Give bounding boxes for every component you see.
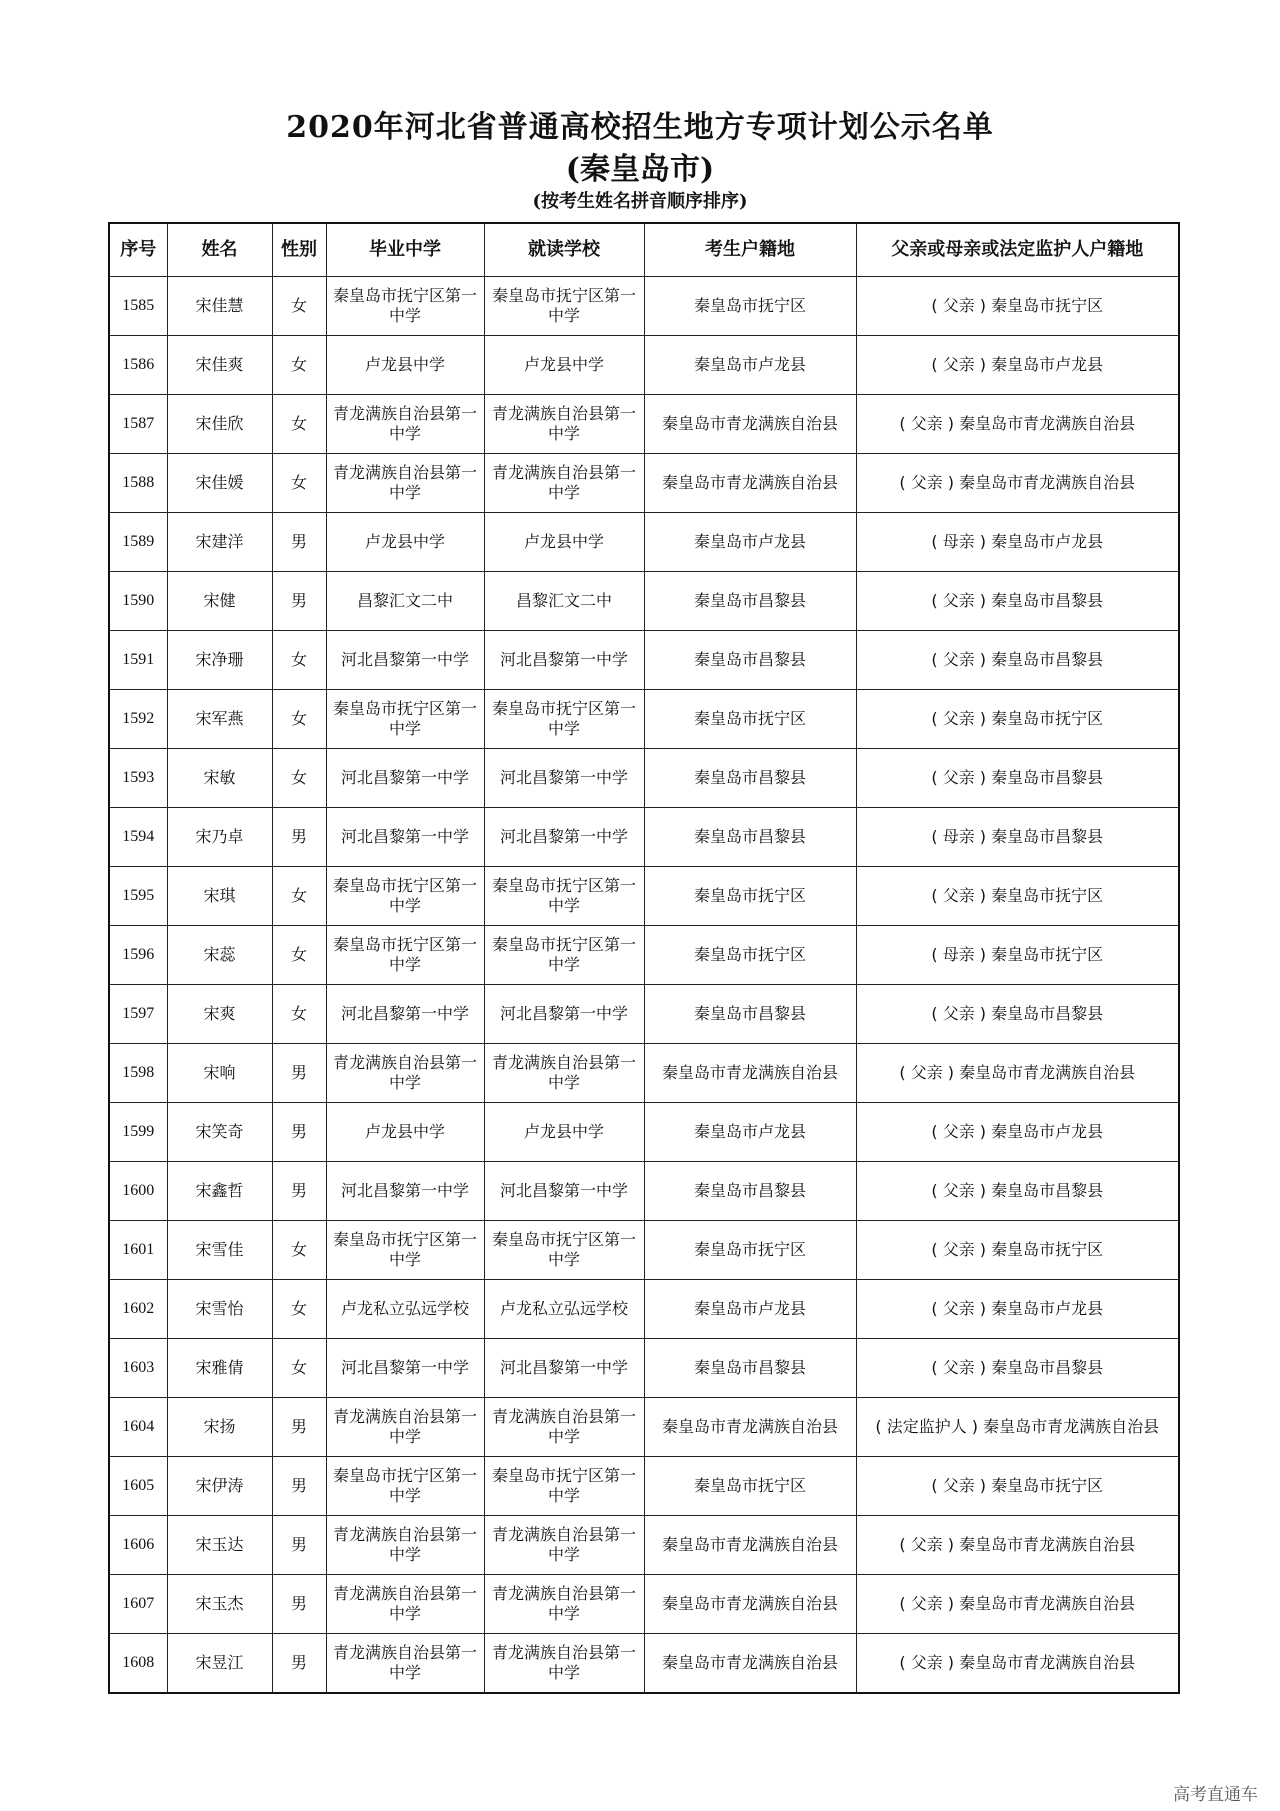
current-school-cell: 秦皇岛市抚宁区第一中学 (484, 926, 644, 985)
current-school-cell: 青龙满族自治县第一中学 (484, 1044, 644, 1103)
column-header: 姓名 (167, 223, 272, 277)
sort-note: (按考生姓名拼音顺序排序) (532, 191, 748, 212)
guardian-household-cell: ( 父亲 ) 秦皇岛市卢龙县 (856, 1103, 1179, 1162)
guardian-household-cell: ( 父亲 ) 秦皇岛市抚宁区 (856, 1457, 1179, 1516)
current-school-cell: 卢龙县中学 (484, 1103, 644, 1162)
column-header: 就读学校 (484, 223, 644, 277)
gender-cell: 女 (272, 926, 326, 985)
guardian-household-cell: ( 父亲 ) 秦皇岛市青龙满族自治县 (856, 1516, 1179, 1575)
gender-cell: 女 (272, 749, 326, 808)
student-name-cell: 宋响 (167, 1044, 272, 1103)
student-name-cell: 宋乃卓 (167, 808, 272, 867)
current-school-cell: 河北昌黎第一中学 (484, 749, 644, 808)
current-school-cell: 昌黎汇文二中 (484, 572, 644, 631)
column-header: 性别 (272, 223, 326, 277)
row-number-cell: 1591 (109, 631, 167, 690)
gender-cell: 女 (272, 1221, 326, 1280)
guardian-household-cell: ( 父亲 ) 秦皇岛市青龙满族自治县 (856, 1044, 1179, 1103)
gender-cell: 男 (272, 1044, 326, 1103)
graduation-school-cell: 青龙满族自治县第一中学 (326, 1516, 484, 1575)
table-row (109, 336, 1179, 395)
row-number-cell: 1587 (109, 395, 167, 454)
graduation-school-cell: 卢龙县中学 (326, 1103, 484, 1162)
guardian-household-cell: ( 父亲 ) 秦皇岛市抚宁区 (856, 1221, 1179, 1280)
guardian-household-cell: ( 父亲 ) 秦皇岛市昌黎县 (856, 631, 1179, 690)
student-name-cell: 宋军燕 (167, 690, 272, 749)
guardian-household-cell: ( 父亲 ) 秦皇岛市青龙满族自治县 (856, 454, 1179, 513)
graduation-school-cell: 昌黎汇文二中 (326, 572, 484, 631)
table-row (109, 926, 1179, 985)
student-household-cell: 秦皇岛市青龙满族自治县 (644, 395, 856, 454)
row-number-cell: 1603 (109, 1339, 167, 1398)
current-school-cell: 青龙满族自治县第一中学 (484, 454, 644, 513)
table-row (109, 985, 1179, 1044)
row-number-cell: 1596 (109, 926, 167, 985)
student-name-cell: 宋琪 (167, 867, 272, 926)
graduation-school-cell: 青龙满族自治县第一中学 (326, 1575, 484, 1634)
student-name-cell: 宋雅倩 (167, 1339, 272, 1398)
table-row (109, 1516, 1179, 1575)
row-number-cell: 1595 (109, 867, 167, 926)
student-name-cell: 宋鑫哲 (167, 1162, 272, 1221)
gender-cell: 女 (272, 336, 326, 395)
table-row (109, 631, 1179, 690)
gender-cell: 男 (272, 1457, 326, 1516)
student-household-cell: 秦皇岛市青龙满族自治县 (644, 1634, 856, 1694)
table-row (109, 572, 1179, 631)
gender-cell: 女 (272, 631, 326, 690)
student-household-cell: 秦皇岛市青龙满族自治县 (644, 454, 856, 513)
student-household-cell: 秦皇岛市青龙满族自治县 (644, 1575, 856, 1634)
guardian-household-cell: ( 父亲 ) 秦皇岛市青龙满族自治县 (856, 1575, 1179, 1634)
table-row (109, 749, 1179, 808)
table-row (109, 690, 1179, 749)
student-household-cell: 秦皇岛市抚宁区 (644, 690, 856, 749)
table-row (109, 1457, 1179, 1516)
table-row (109, 1339, 1179, 1398)
row-number-cell: 1605 (109, 1457, 167, 1516)
graduation-school-cell: 河北昌黎第一中学 (326, 749, 484, 808)
table-row (109, 1280, 1179, 1339)
graduation-school-cell: 青龙满族自治县第一中学 (326, 1634, 484, 1694)
guardian-household-cell: ( 父亲 ) 秦皇岛市昌黎县 (856, 985, 1179, 1044)
guardian-household-cell: ( 父亲 ) 秦皇岛市昌黎县 (856, 572, 1179, 631)
gender-cell: 男 (272, 572, 326, 631)
student-household-cell: 秦皇岛市卢龙县 (644, 336, 856, 395)
column-header: 序号 (109, 223, 167, 277)
gender-cell: 男 (272, 1516, 326, 1575)
student-household-cell: 秦皇岛市昌黎县 (644, 808, 856, 867)
graduation-school-cell: 秦皇岛市抚宁区第一中学 (326, 867, 484, 926)
table-row (109, 277, 1179, 336)
graduation-school-cell: 卢龙私立弘远学校 (326, 1280, 484, 1339)
gender-cell: 女 (272, 985, 326, 1044)
graduation-school-cell: 秦皇岛市抚宁区第一中学 (326, 926, 484, 985)
guardian-household-cell: ( 法定监护人 ) 秦皇岛市青龙满族自治县 (856, 1398, 1179, 1457)
student-household-cell: 秦皇岛市抚宁区 (644, 1457, 856, 1516)
student-household-cell: 秦皇岛市昌黎县 (644, 985, 856, 1044)
current-school-cell: 秦皇岛市抚宁区第一中学 (484, 1221, 644, 1280)
current-school-cell: 秦皇岛市抚宁区第一中学 (484, 1457, 644, 1516)
current-school-cell: 卢龙县中学 (484, 513, 644, 572)
guardian-household-cell: ( 父亲 ) 秦皇岛市青龙满族自治县 (856, 395, 1179, 454)
student-household-cell: 秦皇岛市昌黎县 (644, 749, 856, 808)
current-school-cell: 青龙满族自治县第一中学 (484, 1516, 644, 1575)
row-number-cell: 1594 (109, 808, 167, 867)
student-household-cell: 秦皇岛市抚宁区 (644, 277, 856, 336)
table-header-row (109, 223, 1179, 277)
guardian-household-cell: ( 父亲 ) 秦皇岛市昌黎县 (856, 1162, 1179, 1221)
student-household-cell: 秦皇岛市青龙满族自治县 (644, 1044, 856, 1103)
student-name-cell: 宋雪佳 (167, 1221, 272, 1280)
row-number-cell: 1593 (109, 749, 167, 808)
student-name-cell: 宋佳媛 (167, 454, 272, 513)
document-subtitle: (秦皇岛市) (565, 152, 715, 187)
graduation-school-cell: 卢龙县中学 (326, 336, 484, 395)
student-household-cell: 秦皇岛市卢龙县 (644, 513, 856, 572)
guardian-household-cell: ( 母亲 ) 秦皇岛市抚宁区 (856, 926, 1179, 985)
guardian-household-cell: ( 母亲 ) 秦皇岛市卢龙县 (856, 513, 1179, 572)
student-name-cell: 宋扬 (167, 1398, 272, 1457)
row-number-cell: 1588 (109, 454, 167, 513)
gender-cell: 女 (272, 395, 326, 454)
current-school-cell: 河北昌黎第一中学 (484, 631, 644, 690)
graduation-school-cell: 河北昌黎第一中学 (326, 808, 484, 867)
table-row (109, 1634, 1179, 1694)
graduation-school-cell: 河北昌黎第一中学 (326, 1339, 484, 1398)
graduation-school-cell: 秦皇岛市抚宁区第一中学 (326, 1221, 484, 1280)
table-row (109, 513, 1179, 572)
watermark: 高考直通车 (1173, 1785, 1258, 1805)
table-body (109, 277, 1179, 1694)
student-name-cell: 宋健 (167, 572, 272, 631)
current-school-cell: 河北昌黎第一中学 (484, 1339, 644, 1398)
table-row (109, 867, 1179, 926)
gender-cell: 女 (272, 1280, 326, 1339)
graduation-school-cell: 青龙满族自治县第一中学 (326, 1398, 484, 1457)
student-household-cell: 秦皇岛市抚宁区 (644, 926, 856, 985)
student-household-cell: 秦皇岛市青龙满族自治县 (644, 1398, 856, 1457)
student-household-cell: 秦皇岛市抚宁区 (644, 1221, 856, 1280)
gender-cell: 男 (272, 513, 326, 572)
student-name-cell: 宋佳慧 (167, 277, 272, 336)
document-title: 2020年河北省普通高校招生地方专项计划公示名单 (286, 110, 994, 145)
guardian-household-cell: ( 父亲 ) 秦皇岛市卢龙县 (856, 1280, 1179, 1339)
graduation-school-cell: 青龙满族自治县第一中学 (326, 454, 484, 513)
roster-table (108, 222, 1180, 1694)
student-household-cell: 秦皇岛市昌黎县 (644, 1339, 856, 1398)
student-name-cell: 宋玉杰 (167, 1575, 272, 1634)
guardian-household-cell: ( 父亲 ) 秦皇岛市抚宁区 (856, 867, 1179, 926)
table-row (109, 1162, 1179, 1221)
current-school-cell: 青龙满族自治县第一中学 (484, 1398, 644, 1457)
guardian-household-cell: ( 父亲 ) 秦皇岛市卢龙县 (856, 336, 1179, 395)
student-name-cell: 宋玉达 (167, 1516, 272, 1575)
student-name-cell: 宋敏 (167, 749, 272, 808)
table-row (109, 808, 1179, 867)
row-number-cell: 1604 (109, 1398, 167, 1457)
table-row (109, 1398, 1179, 1457)
gender-cell: 女 (272, 1339, 326, 1398)
gender-cell: 女 (272, 277, 326, 336)
row-number-cell: 1597 (109, 985, 167, 1044)
column-header: 考生户籍地 (644, 223, 856, 277)
current-school-cell: 河北昌黎第一中学 (484, 985, 644, 1044)
current-school-cell: 秦皇岛市抚宁区第一中学 (484, 867, 644, 926)
gender-cell: 男 (272, 1103, 326, 1162)
student-name-cell: 宋昱江 (167, 1634, 272, 1694)
student-household-cell: 秦皇岛市青龙满族自治县 (644, 1516, 856, 1575)
row-number-cell: 1602 (109, 1280, 167, 1339)
row-number-cell: 1589 (109, 513, 167, 572)
row-number-cell: 1598 (109, 1044, 167, 1103)
guardian-household-cell: ( 父亲 ) 秦皇岛市青龙满族自治县 (856, 1634, 1179, 1694)
table-row (109, 1221, 1179, 1280)
student-household-cell: 秦皇岛市昌黎县 (644, 572, 856, 631)
gender-cell: 男 (272, 1575, 326, 1634)
student-name-cell: 宋爽 (167, 985, 272, 1044)
graduation-school-cell: 河北昌黎第一中学 (326, 985, 484, 1044)
table-row (109, 1575, 1179, 1634)
gender-cell: 男 (272, 1398, 326, 1457)
row-number-cell: 1607 (109, 1575, 167, 1634)
student-name-cell: 宋建洋 (167, 513, 272, 572)
current-school-cell: 河北昌黎第一中学 (484, 1162, 644, 1221)
graduation-school-cell: 青龙满族自治县第一中学 (326, 395, 484, 454)
student-name-cell: 宋蕊 (167, 926, 272, 985)
student-name-cell: 宋净珊 (167, 631, 272, 690)
current-school-cell: 青龙满族自治县第一中学 (484, 1575, 644, 1634)
current-school-cell: 秦皇岛市抚宁区第一中学 (484, 277, 644, 336)
row-number-cell: 1606 (109, 1516, 167, 1575)
guardian-household-cell: ( 父亲 ) 秦皇岛市昌黎县 (856, 749, 1179, 808)
current-school-cell: 青龙满族自治县第一中学 (484, 1634, 644, 1694)
student-household-cell: 秦皇岛市抚宁区 (644, 867, 856, 926)
student-household-cell: 秦皇岛市卢龙县 (644, 1103, 856, 1162)
row-number-cell: 1592 (109, 690, 167, 749)
gender-cell: 女 (272, 454, 326, 513)
column-header: 父亲或母亲或法定监护人户籍地 (856, 223, 1179, 277)
gender-cell: 女 (272, 690, 326, 749)
column-header: 毕业中学 (326, 223, 484, 277)
student-name-cell: 宋佳欣 (167, 395, 272, 454)
graduation-school-cell: 秦皇岛市抚宁区第一中学 (326, 277, 484, 336)
gender-cell: 男 (272, 808, 326, 867)
graduation-school-cell: 秦皇岛市抚宁区第一中学 (326, 1457, 484, 1516)
current-school-cell: 青龙满族自治县第一中学 (484, 395, 644, 454)
row-number-cell: 1586 (109, 336, 167, 395)
table-row (109, 1103, 1179, 1162)
row-number-cell: 1600 (109, 1162, 167, 1221)
student-name-cell: 宋雪怡 (167, 1280, 272, 1339)
row-number-cell: 1599 (109, 1103, 167, 1162)
gender-cell: 女 (272, 867, 326, 926)
guardian-household-cell: ( 父亲 ) 秦皇岛市抚宁区 (856, 690, 1179, 749)
graduation-school-cell: 青龙满族自治县第一中学 (326, 1044, 484, 1103)
row-number-cell: 1601 (109, 1221, 167, 1280)
current-school-cell: 河北昌黎第一中学 (484, 808, 644, 867)
row-number-cell: 1585 (109, 277, 167, 336)
student-household-cell: 秦皇岛市昌黎县 (644, 1162, 856, 1221)
guardian-household-cell: ( 父亲 ) 秦皇岛市抚宁区 (856, 277, 1179, 336)
table-row (109, 395, 1179, 454)
table-row (109, 454, 1179, 513)
graduation-school-cell: 河北昌黎第一中学 (326, 1162, 484, 1221)
gender-cell: 男 (272, 1162, 326, 1221)
table-row (109, 1044, 1179, 1103)
student-name-cell: 宋笑奇 (167, 1103, 272, 1162)
current-school-cell: 卢龙县中学 (484, 336, 644, 395)
student-household-cell: 秦皇岛市昌黎县 (644, 631, 856, 690)
student-name-cell: 宋佳爽 (167, 336, 272, 395)
graduation-school-cell: 秦皇岛市抚宁区第一中学 (326, 690, 484, 749)
graduation-school-cell: 河北昌黎第一中学 (326, 631, 484, 690)
graduation-school-cell: 卢龙县中学 (326, 513, 484, 572)
current-school-cell: 秦皇岛市抚宁区第一中学 (484, 690, 644, 749)
row-number-cell: 1590 (109, 572, 167, 631)
gender-cell: 男 (272, 1634, 326, 1694)
student-name-cell: 宋伊涛 (167, 1457, 272, 1516)
student-household-cell: 秦皇岛市卢龙县 (644, 1280, 856, 1339)
current-school-cell: 卢龙私立弘远学校 (484, 1280, 644, 1339)
guardian-household-cell: ( 母亲 ) 秦皇岛市昌黎县 (856, 808, 1179, 867)
guardian-household-cell: ( 父亲 ) 秦皇岛市昌黎县 (856, 1339, 1179, 1398)
row-number-cell: 1608 (109, 1634, 167, 1694)
